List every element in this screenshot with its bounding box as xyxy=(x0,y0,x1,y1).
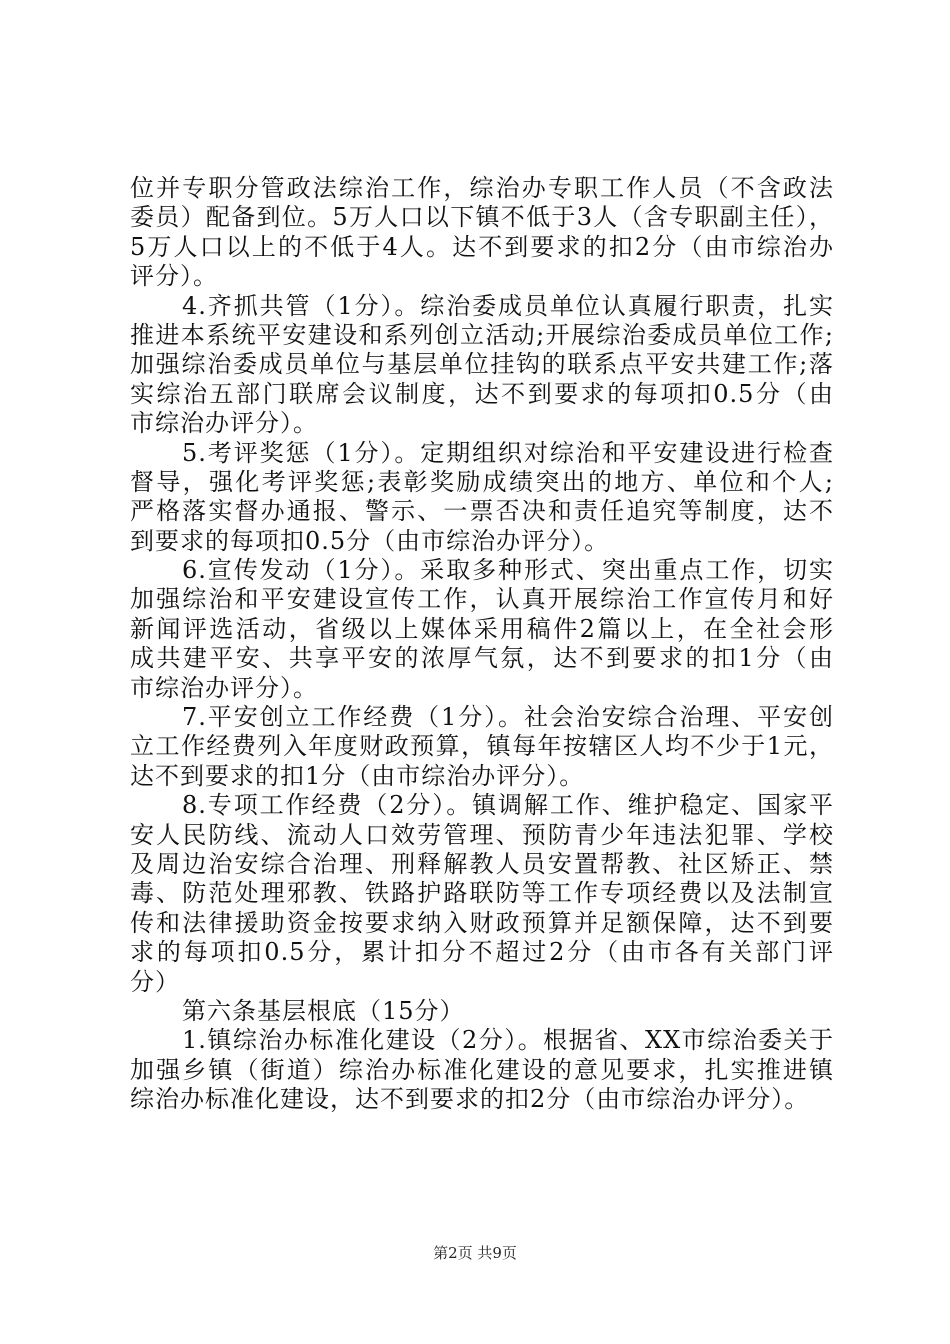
text-line: 求的每项扣0.5分，累计扣分不超过2分（由市各有关部门评 xyxy=(130,938,834,967)
text-line: 实综治五部门联席会议制度，达不到要求的每项扣0.5分（由 xyxy=(130,379,834,408)
document-body xyxy=(130,174,834,1115)
paragraph xyxy=(130,174,834,292)
text-line: 5万人口以上的不低于4人。达不到要求的扣2分（由市综治办 xyxy=(130,232,834,261)
text-line: 加强乡镇（街道）综治办标准化建设的意见要求，扎实推进镇 xyxy=(130,1055,834,1084)
text-line: 传和法律援助资金按要求纳入财政预算并足额保障，达不到要 xyxy=(130,908,834,937)
text-line: 位并专职分管政法综治工作，综治办专职工作人员（不含政法 xyxy=(130,174,834,202)
text-line: 加强综治委成员单位与基层单位挂钩的联系点平安共建工作;落 xyxy=(130,350,834,379)
text-line: 7.平安创立工作经费（1分）。社会治安综合治理、平安创 xyxy=(182,703,834,732)
paragraph xyxy=(130,703,834,791)
text-line: 分） xyxy=(130,967,180,996)
paragraph xyxy=(130,791,834,997)
text-line: 及周边治安综合治理、刑释解教人员安置帮教、社区矫正、禁 xyxy=(130,849,834,878)
paragraph xyxy=(130,439,834,557)
text-line: 1.镇综治办标准化建设（2分）。根据省、XX市综治委关于 xyxy=(182,1026,834,1055)
paragraph xyxy=(130,1026,834,1114)
text-line: 到要求的每项扣0.5分（由市综治办评分）。 xyxy=(130,526,610,555)
text-line: 综治办标准化建设，达不到要求的扣2分（由市综治办评分）。 xyxy=(130,1085,810,1114)
text-line: 督导，强化考评奖惩;表彰奖励成绩突出的地方、单位和个人; xyxy=(130,467,834,496)
text-line: 第六条基层根底（15分） xyxy=(182,996,465,1025)
text-line: 新闻评选活动，省级以上媒体采用稿件2篇以上，在全社会形 xyxy=(130,614,834,643)
text-line: 加强综治和平安建设宣传工作，认真开展综治工作宣传月和好 xyxy=(130,585,834,614)
paragraph xyxy=(130,997,834,1026)
text-line: 安人民防线、流动人口效劳管理、预防青少年违法犯罪、学校 xyxy=(130,820,834,849)
text-line: 5.考评奖惩（1分）。定期组织对综治和平安建设进行检查 xyxy=(182,438,834,467)
text-line: 8.专项工作经费（2分）。镇调解工作、维护稳定、国家平 xyxy=(182,791,834,820)
text-line: 评分）。 xyxy=(130,262,218,291)
text-line: 推进本系统平安建设和系列创立活动;开展综治委成员单位工作; xyxy=(130,320,834,349)
text-line: 达不到要求的扣1分（由市综治办评分）。 xyxy=(130,761,585,790)
text-line: 市综治办评分）。 xyxy=(130,409,318,438)
text-line: 严格落实督办通报、警示、一票否决和责任追究等制度，达不 xyxy=(130,497,834,526)
text-line: 立工作经费列入年度财政预算，镇每年按辖区人均不少于1元， xyxy=(130,732,834,761)
paragraph xyxy=(130,292,834,439)
text-line: 委员）配备到位。5万人口以下镇不低于3人（含专职副主任）， xyxy=(130,203,834,232)
text-line: 市综治办评分）。 xyxy=(130,673,318,702)
text-line: 毒、防范处理邪教、铁路护路联防等工作专项经费以及法制宣 xyxy=(130,879,834,908)
page-footer: 第2页 共9页 xyxy=(433,1244,517,1262)
text-line: 6.宣传发动（1分）。采取多种形式、突出重点工作，切实 xyxy=(182,556,834,585)
paragraph xyxy=(130,556,834,703)
text-line: 成共建平安、共享平安的浓厚气氛，达不到要求的扣1分（由 xyxy=(130,644,834,673)
text-line: 4.齐抓共管（1分）。综治委成员单位认真履行职责，扎实 xyxy=(182,291,834,320)
